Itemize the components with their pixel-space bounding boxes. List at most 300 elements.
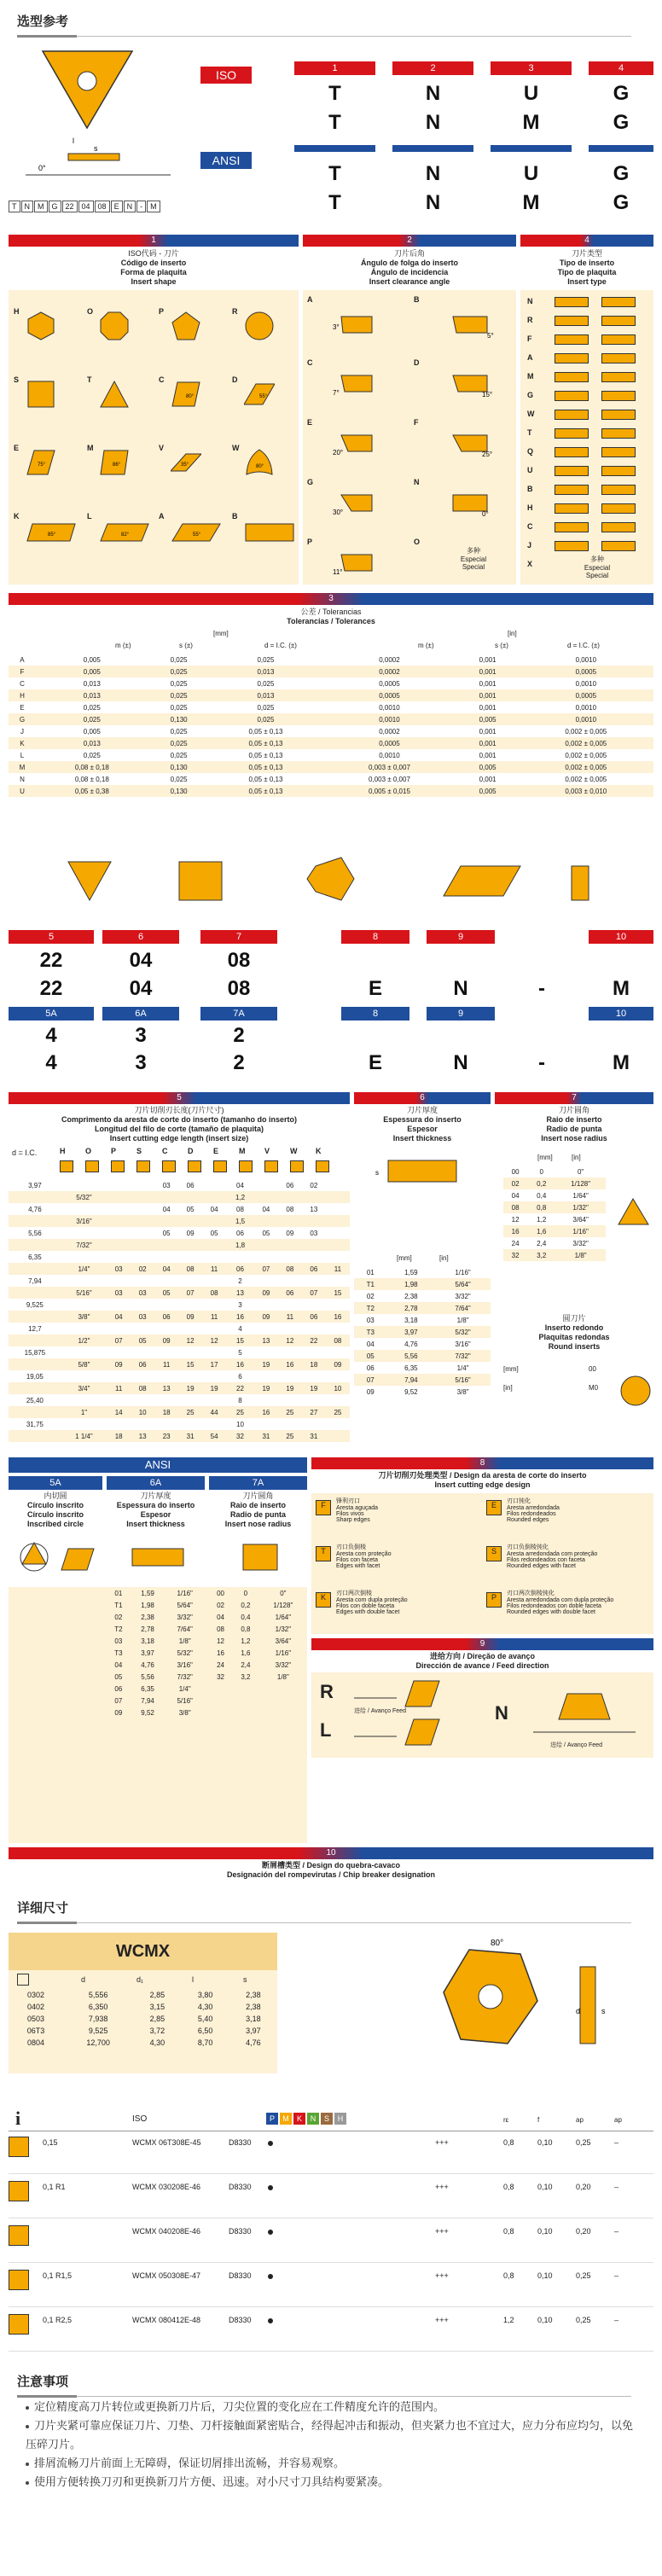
ansi-bar (589, 145, 653, 152)
table-cell: 0,013 (36, 737, 148, 749)
edge-text: 刃口钝化 (507, 1498, 531, 1504)
table-cell: 7/32" (165, 1671, 205, 1683)
table-row (9, 1382, 350, 1394)
code-letter: N (21, 201, 34, 212)
type-shape-icon (555, 485, 589, 495)
table-cell: 0,0010 (575, 679, 597, 688)
shape-letter: L (87, 512, 92, 520)
table-row (209, 1635, 307, 1647)
table-cell: 6,35 (404, 1364, 418, 1372)
product-row[interactable] (9, 2133, 653, 2174)
table-cell (326, 1251, 350, 1263)
table-cell: 0,025 (170, 679, 188, 688)
tol-title: 公差 / Tolerancias (300, 608, 362, 616)
table-cell: 1/16" (455, 1268, 471, 1276)
rhombus-86-icon (99, 447, 130, 478)
table-cell: 3/32" (177, 1613, 193, 1621)
table-row (503, 1237, 606, 1249)
ansi-col: 7A (200, 1007, 277, 1021)
table-row (209, 1671, 307, 1683)
ansi-col: 10 (589, 1007, 653, 1021)
table-cell: 0,2 (527, 1178, 555, 1189)
table-cell: 5/16" (165, 1695, 205, 1707)
table-cell: 11 (202, 1263, 226, 1275)
edge-icon: S (486, 1546, 502, 1561)
ap-head: ap (576, 2116, 584, 2124)
table-row (9, 1191, 350, 1203)
angle: 80° (491, 1939, 504, 1948)
code-letter: T (9, 201, 20, 212)
table-cell: 13 (154, 1382, 178, 1394)
t4: Insert thickness (392, 1134, 452, 1143)
table-cell: 04 (210, 1205, 218, 1213)
mid-val: 04 (129, 977, 153, 1000)
feed-header: 9 (311, 1638, 653, 1650)
table-cell: 0,002 ± 0,005 (519, 737, 653, 749)
table-cell: 19 (278, 1382, 302, 1394)
table-row (209, 1659, 307, 1671)
table-cell: 6,50 (182, 2025, 229, 2037)
table-cell: 19 (302, 1382, 326, 1394)
unit-in: [in] (508, 630, 517, 637)
table-cell: 1/16" (555, 1225, 606, 1237)
shape-letter: B (232, 512, 238, 520)
size-rows (9, 1179, 350, 1442)
insert-icon (17, 1974, 29, 1986)
table-cell: 3,97 (28, 1181, 42, 1189)
table-row (9, 1323, 350, 1335)
type-letter: B (527, 485, 533, 493)
table-cell: 07 (354, 1374, 387, 1386)
table-cell (9, 1311, 61, 1323)
table-cell: 00 (217, 1589, 224, 1597)
table-cell: 7,94 (131, 1695, 166, 1707)
table-cell: T1 (107, 1599, 131, 1611)
table-cell (302, 1275, 326, 1287)
table-row (9, 2013, 277, 2025)
mid-val: 22 (39, 977, 63, 1000)
table-row (9, 1311, 350, 1323)
table-cell: 3,18 (141, 1637, 154, 1645)
table-cell: 03 (131, 1311, 154, 1323)
type-letter: J (527, 541, 532, 550)
type-shape-icon (601, 428, 636, 439)
table-row (209, 1599, 307, 1611)
product-code: WCMX 040208E-46 (132, 2227, 201, 2236)
trigon-icon (244, 447, 275, 478)
K-col: K (293, 2113, 305, 2125)
table-cell: 08 (202, 1287, 226, 1299)
table-cell: G (9, 713, 36, 725)
ansi-val: G (613, 191, 630, 214)
table-cell (61, 1203, 107, 1215)
table-row (9, 761, 653, 773)
t1: 刀片后角 (393, 249, 425, 258)
t1: 刀片圆角 (558, 1106, 589, 1114)
t3: Longitud del filo de corte (tamaño de plaquita) (95, 1125, 264, 1133)
mid-col: 8 (341, 930, 409, 944)
mid-col: 5 (9, 930, 94, 944)
table-cell (154, 1299, 178, 1311)
table-cell: 0,0010 (519, 713, 653, 725)
table-cell: 7,94 (387, 1374, 436, 1386)
table-cell: 1,6 (527, 1225, 555, 1237)
svg-text:7°: 7° (333, 389, 340, 397)
product-grade: D8330 (229, 2316, 252, 2324)
feed-L: L (320, 1719, 332, 1741)
product-dim: 0,15 (43, 2138, 58, 2147)
table-row (354, 1374, 491, 1386)
size-shape-icon (239, 1160, 253, 1172)
edge-text: Filos redondeados con doble faceta (507, 1603, 601, 1609)
table-cell: 15 (226, 1335, 254, 1346)
table-cell: 11 (107, 1382, 131, 1394)
table-cell: 4,30 (149, 2038, 166, 2047)
table-cell: 3/8" (178, 1708, 191, 1717)
table-cell: 32 (209, 1671, 232, 1683)
table-cell: 1,2 (537, 1215, 547, 1224)
table-cell: 11 (278, 1311, 302, 1323)
table-cell (302, 1299, 326, 1311)
clearance-11-icon (333, 550, 375, 576)
table-cell: 0,4 (241, 1613, 251, 1621)
edge-text: 刃口两次倒棱钝化 (507, 1590, 555, 1596)
product-dim: 0,1 R2,5 (43, 2316, 73, 2324)
ansi-circle-diagrams (17, 1536, 102, 1579)
table-cell: 06 (114, 1684, 123, 1693)
table-row (9, 1346, 350, 1358)
size-header: 5 (9, 1092, 350, 1104)
table-cell: 1/32" (259, 1623, 307, 1635)
table-row (107, 1647, 205, 1659)
thickness-diagram (375, 1148, 469, 1199)
table-row (9, 1251, 350, 1263)
table-cell (9, 1430, 61, 1442)
table-cell: 3/64" (572, 1215, 589, 1224)
wcmx-diagram (409, 1933, 648, 2086)
rv: M0 (589, 1384, 599, 1392)
table-cell (202, 1179, 226, 1191)
table-cell: H (9, 689, 36, 701)
type-special: 多种 (590, 555, 604, 563)
table-cell: 03 (162, 1181, 171, 1189)
rhombus-75-icon (26, 447, 56, 478)
table-cell (202, 1346, 226, 1358)
ansi-col: 8 (341, 1007, 409, 1021)
table-cell: 1,2 (241, 1637, 251, 1645)
section-title-notes: 注意事项 (0, 2372, 68, 2390)
table-cell: 14 (107, 1406, 131, 1418)
clear-letter: G (307, 478, 314, 486)
table-cell (178, 1394, 202, 1406)
edge-text: Rounded edges with facet (507, 1563, 576, 1569)
product-row[interactable] (9, 2311, 653, 2352)
suitability-dot (268, 2185, 273, 2190)
edge-item (486, 1543, 653, 1569)
table-cell: 0,0005 (379, 679, 400, 688)
table-row (503, 1166, 606, 1178)
table-cell (202, 1215, 226, 1227)
iso-label: ISO (200, 67, 252, 84)
edge-text: Aresta arredondada (507, 1505, 560, 1511)
rhombus-80-icon (171, 379, 201, 410)
table-cell (107, 1370, 131, 1382)
type-shape-icon (555, 522, 589, 532)
feed-N: N (495, 1702, 508, 1724)
type-shape-icon (601, 466, 636, 476)
ansi-val: E (368, 1051, 382, 1074)
svg-text:75°: 75° (38, 462, 46, 468)
svg-text:d: d (576, 2007, 581, 2015)
type-shape-icon (601, 353, 636, 363)
table-cell: 9,525 (26, 1300, 44, 1309)
edge-text: Edges with facet (336, 1563, 380, 1569)
product-rating: +++ (435, 2316, 449, 2324)
table-cell: 7/32" (435, 1350, 491, 1362)
ansi-val: N (425, 191, 441, 214)
table-cell: 0,8 (232, 1623, 259, 1635)
table-cell (107, 1394, 131, 1406)
table-cell: 0,025 (257, 679, 275, 688)
table-cell: 08 (131, 1382, 154, 1394)
table-cell: 0402 (9, 2001, 63, 2013)
t2: Espessura do inserto (383, 1115, 462, 1124)
table-cell (202, 1418, 226, 1430)
table-row (9, 654, 653, 666)
product-row[interactable] (9, 2222, 653, 2263)
product-ap: 0,25 (576, 2138, 591, 2147)
table-cell: 19 (202, 1382, 226, 1394)
edge-text: Rounded edges (507, 1517, 549, 1523)
table-cell: 1,59 (404, 1268, 418, 1276)
code-example (9, 201, 160, 212)
unit: [in] (439, 1254, 449, 1262)
table-cell (131, 1275, 154, 1287)
table-cell (178, 1323, 202, 1335)
head: d = I.C. (±) (264, 642, 297, 649)
table-cell (154, 1251, 178, 1263)
table-cell: 1,6 (232, 1647, 259, 1659)
tol-title2: Tolerancias / Tolerances (287, 617, 375, 625)
type-letter: Q (527, 447, 534, 456)
table-cell (131, 1239, 154, 1251)
table-cell: 0,0010 (379, 751, 400, 759)
table-cell: 19 (254, 1358, 278, 1370)
type-letter: F (527, 334, 532, 343)
circle-icon (244, 311, 275, 341)
size-shape-icon (188, 1160, 201, 1172)
ansi-val: T (328, 191, 341, 214)
svg-text:s: s (375, 1169, 379, 1177)
shape-letter: P (159, 307, 165, 316)
table-cell: 19,05 (26, 1372, 44, 1381)
product-feed: 0,10 (537, 2316, 553, 2324)
t3: Espesor (407, 1125, 438, 1133)
table-row (503, 1213, 606, 1225)
product-ap2: – (614, 2227, 619, 2236)
table-cell (278, 1215, 302, 1227)
product-row[interactable] (9, 2266, 653, 2307)
t: Inscribed circle (26, 1520, 84, 1528)
table-cell: 1/64" (572, 1191, 589, 1200)
table-cell: 5/64" (165, 1599, 205, 1611)
insert-type-icon (9, 2270, 29, 2290)
ansi-col: 6A (102, 1007, 179, 1021)
ansi-val: - (538, 1051, 545, 1074)
table-cell: 06T3 (9, 2025, 63, 2037)
table-cell: 2,85 (149, 1991, 166, 1999)
table-cell (326, 1430, 350, 1442)
table-cell: 12,7 (28, 1324, 42, 1333)
table-row (9, 2001, 277, 2013)
table-cell: 0,05 ± 0,38 (36, 785, 148, 797)
table-row (9, 1989, 277, 2001)
table-row (107, 1695, 205, 1707)
feed-label: 进给 / Avanço Feed (550, 1742, 602, 1748)
table-cell: 09 (254, 1287, 278, 1299)
table-cell: 0,05 ± 0,13 (248, 751, 283, 759)
table-cell (131, 1394, 154, 1406)
table-cell: 1/128" (555, 1178, 606, 1189)
table-cell: 17 (202, 1358, 226, 1370)
table-cell: C (20, 679, 25, 688)
table-cell: 8,70 (197, 2038, 213, 2047)
table-cell: 07 (254, 1263, 278, 1275)
table-cell: 6,350 (63, 2001, 133, 2013)
mid-val: 08 (227, 977, 251, 1000)
clearance-titles (303, 249, 516, 287)
table-cell: 2,38 (404, 1292, 418, 1300)
type-letter: T (527, 428, 532, 437)
table-cell: 2,4 (241, 1660, 251, 1669)
N-col: N (307, 2113, 319, 2125)
table-cell: 07 (107, 1335, 131, 1346)
table-cell: 5/16" (435, 1374, 491, 1386)
table-cell: 13 (226, 1287, 254, 1299)
edge-text: Aresta arredondada com proteção (507, 1551, 598, 1557)
table-cell: 22 (302, 1335, 326, 1346)
svg-text:11°: 11° (333, 568, 343, 576)
mid-col: 6 (102, 930, 179, 944)
table-cell: 09 (366, 1387, 375, 1396)
table-cell (278, 1418, 302, 1430)
size-letter: M (239, 1147, 246, 1155)
table-cell (302, 1191, 326, 1203)
table-cell: 0,025 (257, 655, 275, 664)
ap-head: ap (614, 2116, 622, 2124)
table-cell (131, 1227, 154, 1239)
svg-text:35°: 35° (181, 462, 189, 468)
svg-text:20°: 20° (333, 449, 344, 456)
code-letter: N (124, 201, 136, 212)
edge-text: Rounded edges with double facet (507, 1609, 595, 1615)
rad-header: 7 (495, 1092, 653, 1104)
wcmx-title: WCMX (9, 1933, 277, 1970)
table-cell (61, 1179, 107, 1191)
table-cell: 19 (178, 1382, 202, 1394)
table-cell: 0,025 (36, 713, 148, 725)
table-cell: 0 (243, 1589, 248, 1597)
table-cell: 5 (238, 1348, 242, 1357)
edge-item (316, 1589, 482, 1615)
t: 内切圆 (44, 1492, 67, 1500)
section-title-dims: 详细尺寸 (0, 1899, 68, 1916)
type-shape-icon (555, 353, 589, 363)
ansi-col: 5A (9, 1007, 94, 1021)
table-cell: 04 (154, 1263, 178, 1275)
feed-title2: Dirección de avance / Feed direction (415, 1661, 549, 1670)
type-letter: R (527, 316, 533, 324)
shape-letter: E (14, 444, 20, 452)
mid-val: E (368, 977, 382, 1000)
svg-text:55°: 55° (193, 532, 201, 538)
tol-diagrams (60, 853, 640, 913)
product-row[interactable] (9, 2178, 653, 2218)
table-cell: 16 (254, 1406, 278, 1418)
table-cell (202, 1191, 226, 1203)
head: s (±) (179, 642, 193, 649)
table-cell: 05 (131, 1335, 154, 1346)
suitability-dot (268, 2141, 273, 2146)
ansi-tables (9, 1587, 307, 1843)
type-shape-icon (555, 466, 589, 476)
size-shape-icon (264, 1160, 278, 1172)
product-feed: 0,10 (537, 2271, 553, 2280)
table-cell: 18 (302, 1358, 326, 1370)
table-cell: 07 (107, 1695, 131, 1707)
table-cell: 10 (326, 1382, 350, 1394)
t2: Tipo de inserto (559, 259, 615, 267)
table-row (354, 1362, 491, 1374)
ansi-col: 9 (427, 1007, 495, 1021)
table-cell: 0,0010 (575, 655, 597, 664)
edge-text: Aresta aguçada (336, 1505, 379, 1511)
t2: Raio de inserto (546, 1115, 602, 1124)
t4: Insert cutting edge length (insert size) (109, 1134, 249, 1143)
table-cell (178, 1346, 202, 1358)
rv: 00 (589, 1365, 596, 1373)
mid-col: 9 (427, 930, 495, 944)
table-cell: 08 (278, 1263, 302, 1275)
octagon-icon (99, 311, 130, 341)
t2: Ángulo de folga do inserto (361, 259, 458, 267)
table-cell: 3,2 (232, 1671, 259, 1683)
type-shape-icon (601, 485, 636, 495)
table-cell: 02 (131, 1263, 154, 1275)
unit: [in] (572, 1154, 581, 1161)
product-code: WCMX 050308E-47 (132, 2271, 201, 2280)
table-cell: 0,05 ± 0,13 (248, 775, 283, 783)
rad-table (503, 1154, 606, 1261)
parallelogram-55-icon (171, 515, 222, 546)
wcmx-rows (9, 1989, 277, 2049)
table-row (354, 1302, 491, 1314)
table-cell: 1,5 (226, 1215, 254, 1227)
notes-list (26, 2398, 640, 2492)
size-shape-icon (213, 1160, 227, 1172)
angle-label: 55° (259, 394, 268, 399)
table-cell (326, 1239, 350, 1251)
table-cell: 0,025 (83, 703, 101, 712)
section-title-select: 选型参考 (0, 12, 68, 30)
table-row (503, 1225, 606, 1237)
table-cell: 05 (107, 1671, 131, 1683)
table-cell: 0,002 ± 0,005 (565, 751, 607, 759)
table-cell: 0,002 ± 0,005 (565, 775, 607, 783)
table-cell: 04 (511, 1191, 520, 1200)
table-cell: 7/64" (435, 1302, 491, 1314)
table-cell (254, 1394, 278, 1406)
